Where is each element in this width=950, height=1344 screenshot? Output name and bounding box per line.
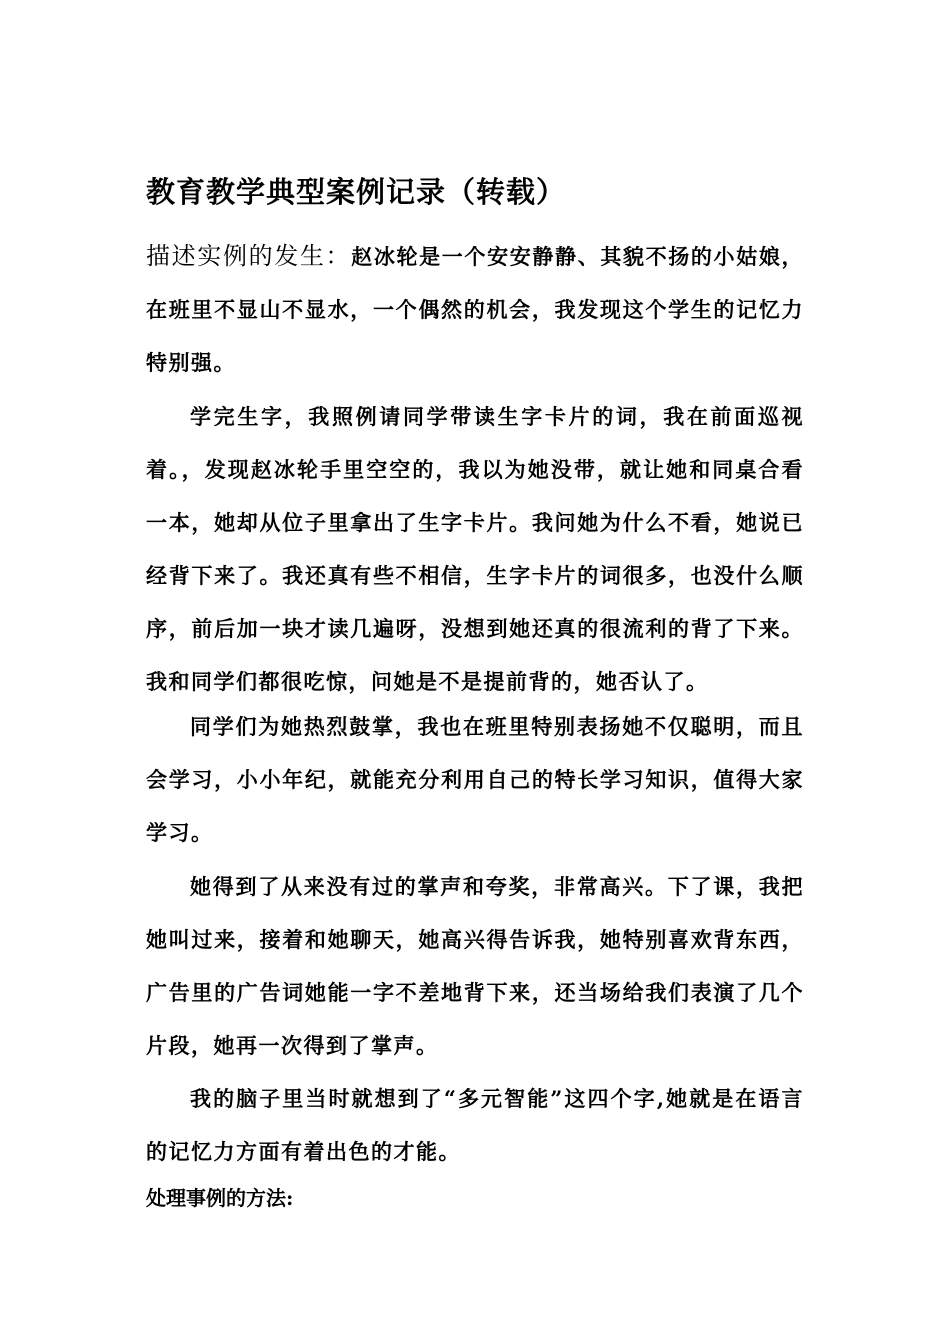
- document-title: 教育教学典型案例记录（转载）: [146, 175, 567, 209]
- paragraph-4: 我的脑子里当时就想到了“多元智能”这四个字,她就是在语言的记忆力方面有着出色的才能。: [146, 1086, 804, 1164]
- intro-label: 描述实例的发生：: [146, 242, 352, 270]
- paragraph-1: 学完生字，我照例请同学带读生字卡片的词，我在前面巡视着。，发现赵冰轮手里空空的，我以为她没带，就让她和同桌合看一本，她却从位子里拿出了生字卡片。我问她为什么不看，她说已经背下来了。我还真有些不相信，生字卡片的词很多，也没什么顺序，前后加一块才读几遍呀，没想到她还真的很流利的背了下来。我和同学们都很吃惊，问她是不是提前背的，她否认了。: [146, 404, 804, 694]
- paragraph-2: 同学们为她热烈鼓掌，我也在班里特别表扬她不仅聪明，而且会学习，小小年纪，就能充分利用自己的特长学习知识，值得大家学习。: [146, 714, 804, 845]
- method-heading: 处理事例的方法:: [146, 1186, 294, 1210]
- intro-paragraph: [146, 230, 804, 389]
- intro-text: 赵冰轮是一个安安静静、其貌不扬的小姑娘，在班里不显山不显水，一个偶然的机会，我发现这个学生的记忆力特别强。: [146, 244, 805, 375]
- paragraph-3: 她得到了从来没有过的掌声和夸奖，非常高兴。下了课，我把她叫过来，接着和她聊天，她高兴得告诉我，她特别喜欢背东西，广告里的广告词她能一字不差地背下来，还当场给我们表演了几个片段，她再一次得到了掌声。: [146, 874, 804, 1058]
